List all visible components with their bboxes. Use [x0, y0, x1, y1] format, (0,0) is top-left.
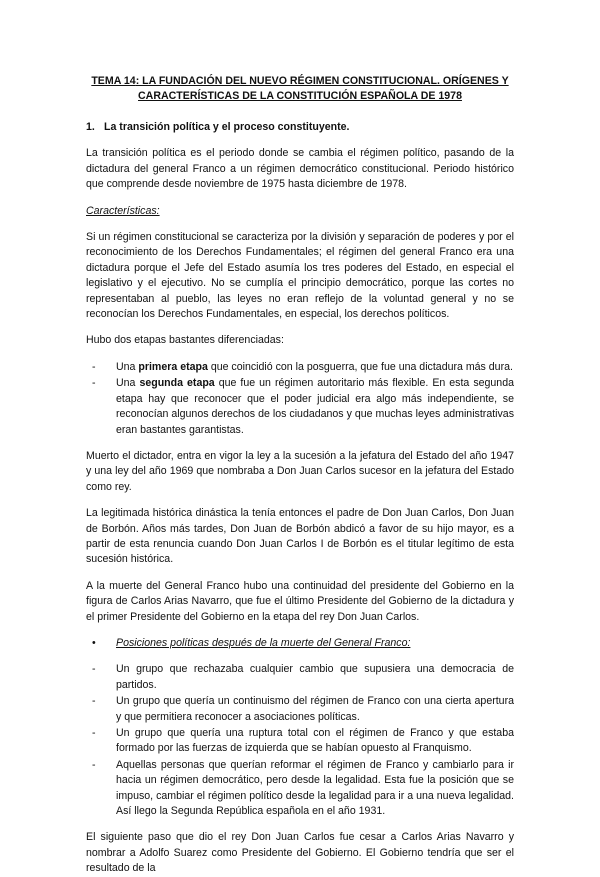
paragraph-muerte-dictador: Muerto el dictador, entra en vigor la ley a la sucesión a la jefatura del Estado del año 1947 y una ley del año 1969 que nombraba a Don Juan Carlos sucesor en la jefatura del Estado como rey. [86, 449, 514, 493]
dash-marker: - [92, 695, 96, 708]
list-item: - Un grupo que quería una ruptura total con el régimen de Franco y que estaba formado por las fuerzas de izquierda que se habían opuesto al Franquismo. [92, 727, 514, 755]
section-heading [86, 120, 514, 135]
section-number: 1. [86, 121, 95, 133]
dash-marker: - [92, 727, 96, 739]
list-item: - Un grupo que quería un continuismo del régimen de Franco con una cierta apertura y que permitiera reconocer a asociaciones políticas. [92, 695, 514, 723]
paragraph-transicion: La transición política es el periodo donde se cambia el régimen político, pasando de la dictadura del general Franco a un régimen democrático constitucional. Periodo histórico que comprende desde noviembre de 1975 hasta diciembre de 1978. [86, 147, 514, 191]
title-prefix: TEMA 14 [91, 75, 136, 87]
list-item: - Aquellas personas que querían reformar el régimen de Franco y cambiarlo para ir hacia un régimen democrático, pero desde la legalidad. Esta fue la posición que se impuso, cambiar el régimen político desde la legalidad para ir a una nueva legalidad. Así llego la Segunda República española en el año 1931. [92, 758, 514, 818]
dash-marker: - [92, 663, 96, 676]
list-item: - Un grupo que rechazaba cualquier cambio que supusiera una democracia de partidos. [92, 663, 514, 691]
dash-marker: - [92, 758, 96, 771]
title-rest: : LA FUNDACIÓN DEL NUEVO RÉGIMEN CONSTITUCIONAL. ORÍGENES Y CARACTERÍSTICAS DE LA CONSTITUCIÓN ESPAÑOLA DE 1978 [135, 75, 509, 102]
bold-term: segunda etapa [139, 377, 215, 390]
paragraph-siguiente-paso: El siguiente paso que dio el rey Don Juan Carlos fue cesar a Carlos Arias Navarro y nombrar a Adolfo Suarez como Presidente del Gobierno. El Gobierno tendría que ser el resultado de la [86, 831, 514, 875]
dash-marker: - [92, 360, 96, 373]
section-heading-text: La transición política y el proceso constituyente. [104, 121, 350, 133]
document-title [86, 74, 514, 104]
paragraph-etapas-intro: Hubo dos etapas bastantes diferenciadas: [86, 334, 284, 347]
paragraph-legitimidad: La legitimada histórica dinástica la tenía entonces el padre de Don Juan Carlos, Don Juan de Borbón. Años más tardes, Don Juan de Borbón abdicó a favor de su hijo mayor, es a partir de esta renuncia cuando Don Juan Carlos I de Borbón es el titular legítimo de esta sucesión histórica. [86, 507, 514, 566]
list-item: - Una segunda etapa que fue un régimen autoritario más flexible. En esta segunda etapa hay que reconocer que el poder judicial era algo más independiente, se reconocían algunos derechos de los ciudadanos y que muchas leyes administrativas eran bastantes garantistas. [92, 377, 514, 436]
posiciones-list [86, 662, 514, 819]
bold-term: primera etapa [138, 360, 208, 373]
dash-marker: - [92, 377, 96, 390]
paragraph-arias-navarro: A la muerte del General Franco hubo una continuidad del presidente del Gobierno en la figura de Carlos Arias Navarro, que fue el último Presidente del Gobierno de la dictadura y el primer Presidente del Gobierno en la etapa del rey Don Juan Carlos. [86, 579, 514, 623]
bullet-icon: • [92, 636, 96, 649]
posiciones-heading-text: Posiciones políticas después de la muerte del General Franco: [116, 636, 411, 649]
caracteristicas-label: Características: [86, 204, 160, 217]
posiciones-heading [86, 636, 514, 651]
list-item: - Una primera etapa que coincidió con la posguerra, que fue una dictadura más dura. [86, 360, 514, 375]
paragraph-caracteristicas: Si un régimen constitucional se caracteriza por la división y separación de poderes y por el reconocimiento de los Derechos Fundamentales; el régimen del general Franco era una dictadura porque el Jefe del Estado asumía los tres poderes del Estado, en especial el legislativo y el ejecutivo. No se cumplía el principio democrático, porque las cortes no representaban al pueblo, las leyes no eran reflejo de la voluntad general y no se reconocían los Derechos Fundamentales, en especial, los derechos políticos. [86, 231, 514, 321]
etapas-list [86, 360, 514, 438]
